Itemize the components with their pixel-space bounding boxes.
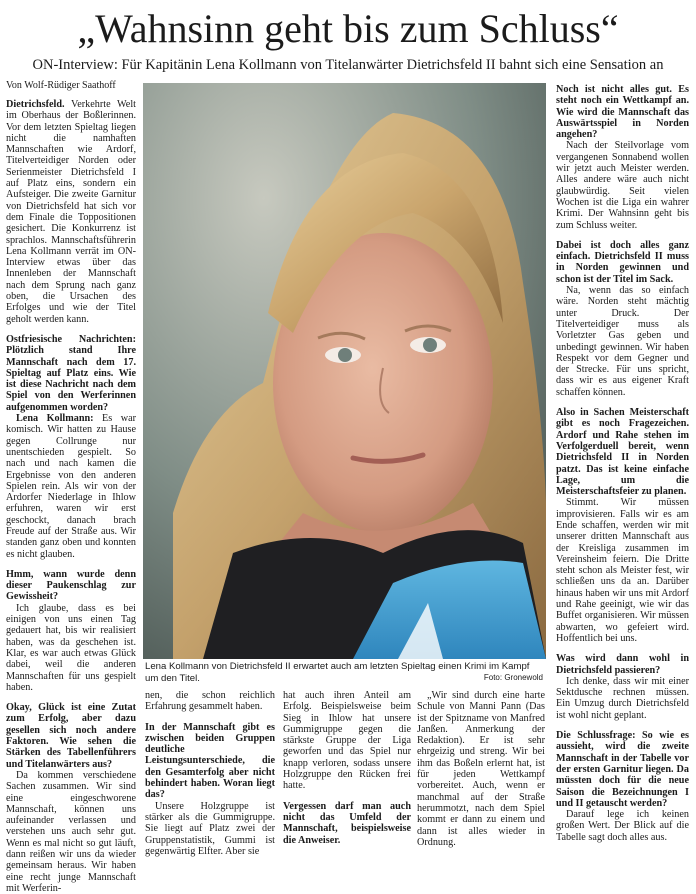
question: Dabei ist doch alles ganz einfach. Dietrichsfeld II muss in Norden gewinnen und schon ist der Titel im Sack. (556, 239, 689, 285)
answer-continued: hat auch ihren Anteil am Erfolg. Beispielsweise beim Sieg in Ihlow hat unsere Gummigruppe gegen die stärkste Gruppe der Liga geworfen und das Spiel nur knapp verloren, sodass unsere Holzgruppe den Rücken frei hatte. (283, 690, 411, 792)
portrait-illustration (143, 83, 546, 659)
question: Hmm, wann wurde denn dieser Paukenschlag zur Gewissheit? (6, 568, 136, 603)
answer: Na, wenn das so einfach wäre. Norden steht mächtig unter Druck. Der Titelverteidiger muss als Vorletzter Gas geben und unbedingt gewinnen. Wir haben Respekt vor dem Gegner und der Strecke. Für uns spricht, dass wir es aus eigener Kraft schaffen können. (556, 285, 689, 398)
answer: Unsere Holzgruppe ist stärker als die Gummigruppe. Sie liegt auf Platz zwei der Gruppenstatistik, Gummi ist gegenwärtig Elfter. Aber sie (145, 800, 275, 857)
headline: „Wahnsinn geht bis zum Schluss“ (77, 6, 619, 51)
answer: Stimmt. Wir müssen improvisieren. Falls wir es am Ende schaffen, werden wir mit unserer dritten Mannschaft aus der Kreisliga zusammen im Vereinsheim feiern. Die Dritte steht schon als Meister fest, wir schließen uns da an. Darüber hinaus haben wir uns mit Ardorf und Rahe geeinigt, wie wir das Buffet organisieren. Wir müssen abwarten, wo gefeiert wird. Hoffentlich bei uns. (556, 497, 689, 644)
text-column-3 (283, 690, 411, 846)
dateline: Dietrichsfeld. (6, 99, 65, 110)
question: Okay, Glück ist eine Zutat zum Erfolg, aber dazu gesellen sich noch andere Faktoren. Wie sehen die Stärken des Tabellenführers und Titelanwärters aus? (6, 702, 136, 770)
answer: „Wir sind durch eine harte Schule von Manni Pann (Das ist der Spitzname von Manfred Janßen. Anmerkung der Redaktion). Er ist sehr ehrgeizig und streng. Wir bei ihm das Boßeln erlernt hat, ist für jeden Wettkampf vorbereitet. Auch, wenn er manchmal auf der Straße herummotzt, nach dem Spiel kommt er dann zu einem und dann ist alles wieder in Ordnung. (417, 690, 545, 848)
answer-continued: nen, die schon reichlich Erfahrung gesammelt haben. (145, 690, 275, 713)
answer: Ich glaube, dass es bei einigen von uns einen Tag gedauert hat, bis wir realisiert haben, was da geschehen ist. Klar, es war auch etwas Glück dabei, weil die anderen Mannschaften für uns gespielt haben. (6, 602, 136, 693)
answer: Da kommen verschiedene Sachen zusammen. Wir sind eine eingeschworene Mannschaft, können uns aufeinander verlassen und verstehen uns auch sehr gut. Wenn es mal nicht so gut läuft, dann reißen wir uns da wieder gemeinsam heraus. Wir haben eine recht junge Mannschaft mit Werferin- (6, 769, 136, 894)
answer: Lena Kollmann: Es war komisch. Wir hatten zu Hause gegen Collrunge nur unentschieden gespielt. So nach und nach kamen die Ergebnisse von den anderen Spielen rein. Als wir von der Ardorfer Niederlage in Ihlow erfuhren, waren wir erst geschockt, danach brach Freude auf der Straße aus. Wir standen ganz oben und konnten es nicht glauben. (6, 413, 137, 560)
text-column-1 (6, 99, 136, 894)
question: Ostfriesische Nachrichten: Plötzlich stand Ihre Mannschaft nach dem 17. Spieltag auf Platz eins. Wie ist diese Nachricht nach dem Spiel von den Werferinnen aufgenommen worden? (6, 333, 136, 413)
caption-text: Lena Kollmann von Dietrichsfeld II erwartet auch am letzten Spieltag einen Krimi im Kampf um den Titel. (145, 661, 530, 684)
answer: Ich denke, dass wir mit einer Sektdusche rechnen müssen. Ein Umzug durch Dietrichsfeld ist wohl nicht geplant. (556, 675, 689, 721)
question: Also in Sachen Meisterschaft gibt es noch Fragezeichen. Ardorf und Rahe stehen im Verfolgerduell bereit, wenn Dietrichsfeld II in Norden patzt. Das ist keine einfache Lage, um die Meisterschaftsfeier zu planen. (556, 407, 689, 498)
question: Was wird dann wohl in Dietrichsfeld passieren? (556, 653, 689, 676)
question: Noch ist nicht alles gut. Es steht noch ein Wettkampf an. Wie wird die Mannschaft das Auswärtsspiel in Norden angehen? (556, 84, 689, 141)
author-byline: Von Wolf-Rüdiger Saathoff (6, 80, 116, 91)
photo-credit: Foto: Gronewold (483, 673, 543, 682)
text-column-2 (145, 690, 275, 857)
question: In der Mannschaft gibt es zwischen beiden Gruppen deutliche Leistungsunterschiede, die den Gesamterfolg aber nicht behindert haben. Woran liegt das? (145, 721, 275, 801)
intro-paragraph: Dietrichsfeld. Verkehrte Welt im Oberhaus der Boßlerinnen. Vor dem letzten Spieltag liegen nicht die namhaften Mannschaften wie Ardorf, Titelverteidiger Norden oder Serienmeister Dietrichsfeld I auf Platz eins, sondern ein Aufsteiger. Die zweite Garnitur von Dietrichsfeld hat sich vor dem Finale die Toppositionen gesichert. Die Konkurrenz ist sprachlos. Mannschaftsführerin Lena Kollmann verrät im ON-Interview etwas über das Innenleben der Mannschaft nach dem Sprung nach ganz oben, die Ursachen des Erfolges und wie der Titel geholt werden kann. (6, 99, 136, 325)
answer: Darauf lege ich keinen großen Wert. Der Blick auf die Tabelle sagt doch alles aus. (556, 809, 689, 843)
photo-caption (145, 661, 545, 684)
question: Die Schlussfrage: So wie es aussieht, wird die zweite Mannschaft in der Tabelle vor der ersten Garnitur liegen. Da müssten doch für die neue Saison die Bezeichnungen I und II getauscht werden? (556, 730, 689, 809)
portrait-photo (143, 83, 546, 659)
text-column-5 (556, 84, 689, 843)
answer: Nach der Steilvorlage vom vergangenen Sonnabend wollen wir jetzt auch Meister werden. Alles andere wäre auch nicht glaubwürdig. Seit vielen Wochen ist die Liga ein wahrer Krimi. Der Wahnsinn geht bis zum Schluss weiter. (556, 140, 689, 231)
speaker-label: Lena Kollmann: (16, 413, 94, 425)
subheadline: ON-Interview: Für Kapitänin Lena Kollmann von Titelanwärter Dietrichsfeld II bahnt sich eine Sensation an (32, 57, 664, 73)
text-column-4 (417, 690, 545, 848)
question: Vergessen darf man auch nicht das Umfeld der Mannschaft, beispielsweise die Anweiser. (283, 800, 411, 846)
